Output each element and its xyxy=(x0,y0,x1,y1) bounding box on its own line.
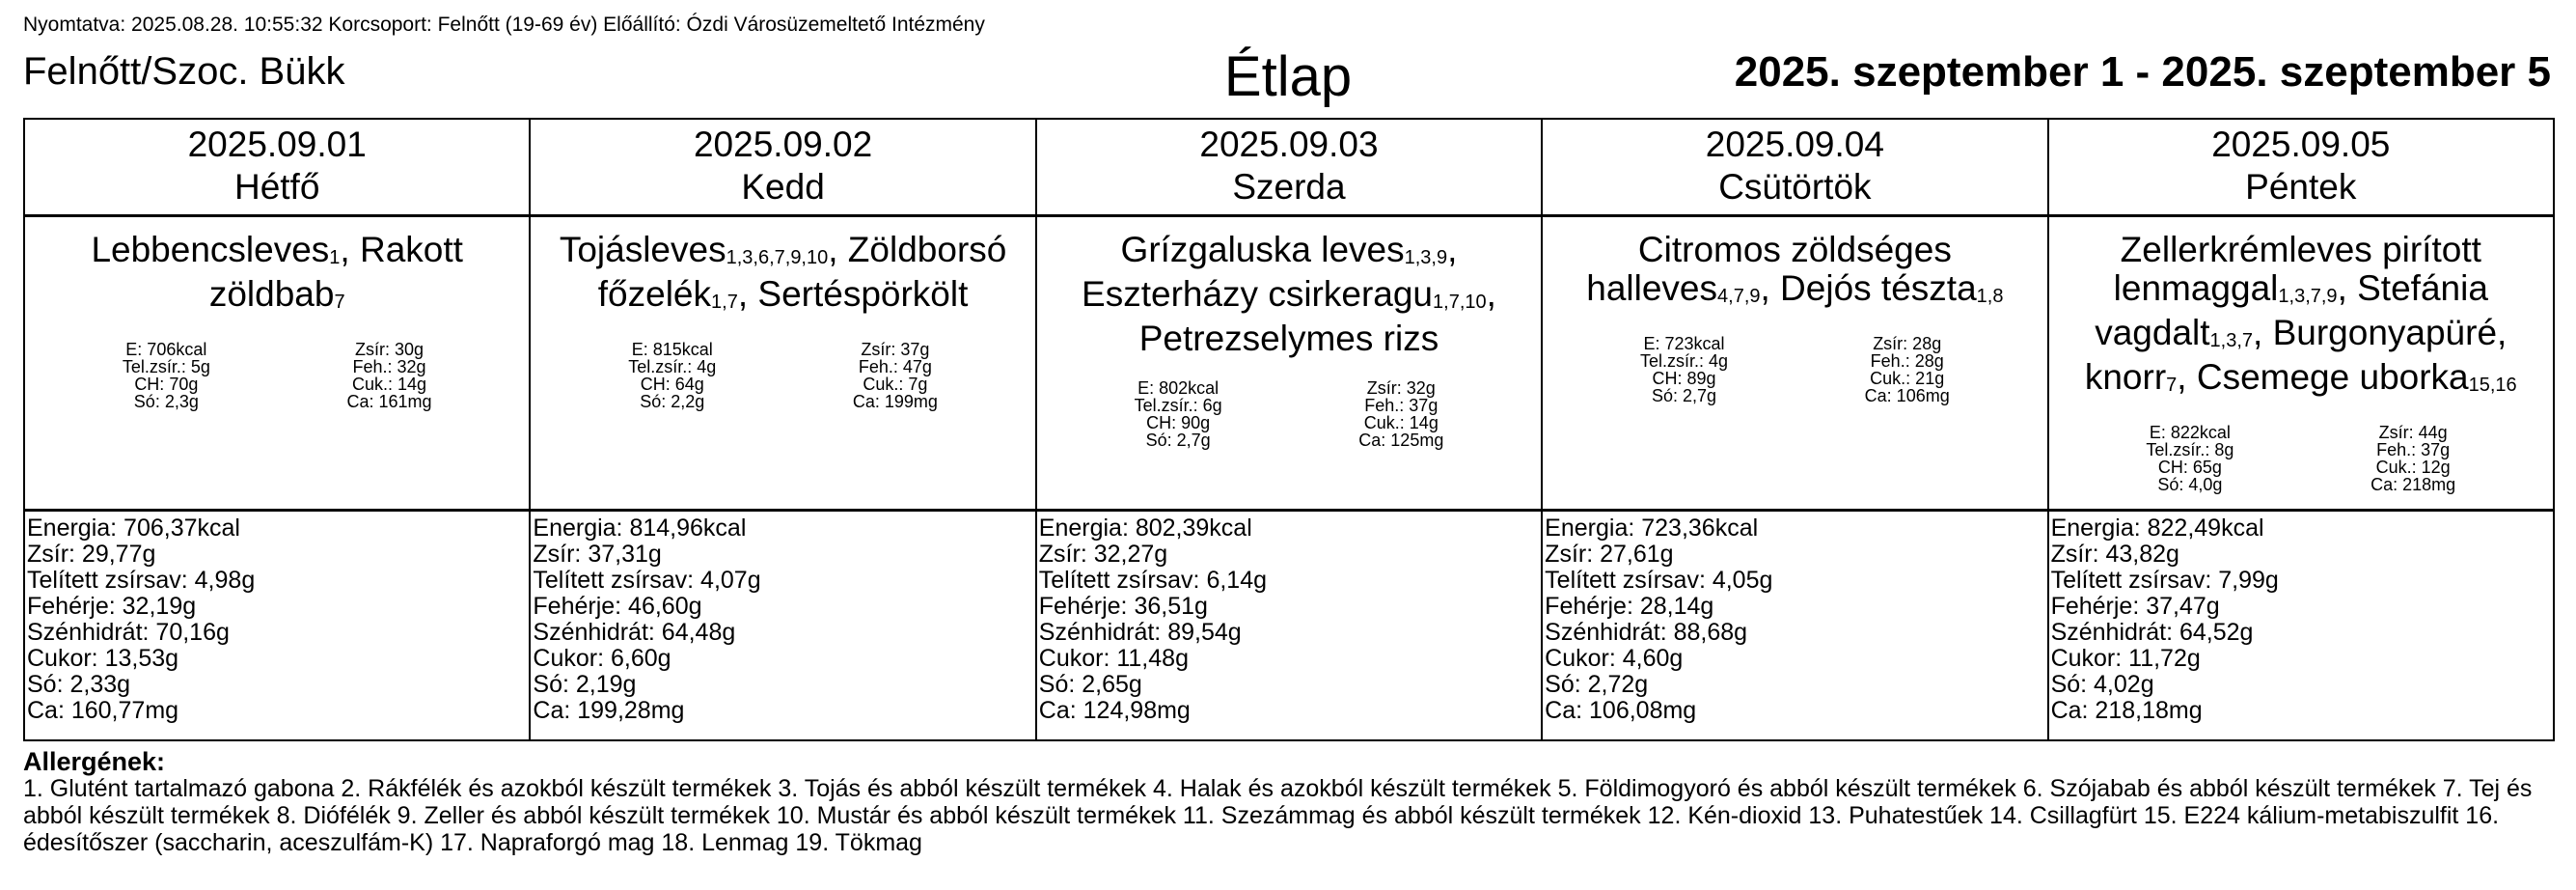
total-line: Szénhidrát: 70,16g xyxy=(27,619,230,646)
header-row xyxy=(24,119,2554,216)
dish-text: , Stefánia vagdalt xyxy=(2095,268,2488,352)
totals-cell xyxy=(1542,511,2047,741)
totals-row xyxy=(24,511,2554,741)
allergen-codes: 4,7,9 xyxy=(1717,286,1761,307)
total-line: Fehérje: 46,60g xyxy=(533,593,702,620)
day-weekday: Csütörtök xyxy=(1718,167,1872,207)
nutrition-left xyxy=(123,341,210,410)
total-line: Szénhidrát: 88,68g xyxy=(1545,619,1748,646)
total-line: Zsír: 29,77g xyxy=(27,541,156,568)
nutrition-value: Cuk.: 14g xyxy=(352,375,427,394)
nutrition-value: Ca: 199mg xyxy=(852,392,938,411)
nutrition-value: Zsír: 32g xyxy=(1366,378,1436,398)
nutrition-value: E: 723kcal xyxy=(1643,334,1725,353)
allergen-codes: 1,8 xyxy=(1976,286,2004,307)
nutrition-value: Cuk.: 14g xyxy=(1363,413,1439,432)
nutrition-value: CH: 65g xyxy=(2157,458,2222,477)
total-line: Zsír: 27,61g xyxy=(1545,541,1674,568)
total-line: Cukor: 11,48g xyxy=(1038,645,1189,672)
day-date: 2025.09.01 xyxy=(187,125,367,164)
nutrition-value: Tel.zsír.: 5g xyxy=(122,357,210,376)
dish-text: , Petrezselymes rizs xyxy=(1138,274,1496,358)
day-header xyxy=(530,119,1035,216)
nutrition-value: Zsír: 28g xyxy=(1873,334,1942,353)
date-range: 2025. szeptember 1 - 2025. szeptember 5 xyxy=(1734,48,2551,96)
total-line: Fehérje: 36,51g xyxy=(1038,593,1208,620)
total-line: Zsír: 37,31g xyxy=(533,541,662,568)
allergen-codes: 1,7 xyxy=(711,292,738,313)
day-weekday: Hétfő xyxy=(233,167,320,207)
nutrition-value: E: 815kcal xyxy=(631,340,713,359)
nutrition-value: Zsír: 37g xyxy=(861,340,930,359)
nutrition-summary xyxy=(2049,403,2553,493)
total-line: Cukor: 4,60g xyxy=(1545,645,1684,672)
dish-name xyxy=(1543,217,2046,314)
dish-text: , Rakott zöldbab xyxy=(208,230,463,314)
day-header xyxy=(1036,119,1542,216)
totals-cell xyxy=(2048,511,2554,741)
total-line: Ca: 199,28mg xyxy=(533,697,685,724)
meal-cell xyxy=(530,216,1035,511)
total-line: Ca: 160,77mg xyxy=(27,697,179,724)
total-line: Energia: 706,37kcal xyxy=(27,515,240,542)
dish-text: , Dejós tészta xyxy=(1760,268,1977,308)
nutrition-summary xyxy=(531,320,1034,410)
nutrition-summary xyxy=(1037,358,1541,449)
allergen-codes: 1,3,9 xyxy=(1404,247,1448,268)
dish-name xyxy=(531,217,1034,320)
day-date: 2025.09.03 xyxy=(1199,125,1379,164)
nutrition-value: Cuk.: 7g xyxy=(863,375,928,394)
group-label: Felnőtt/Szoc. Bükk xyxy=(23,50,345,93)
day-header xyxy=(2048,119,2554,216)
nutrition-value: E: 706kcal xyxy=(125,340,207,359)
nutrition-value: Cuk.: 12g xyxy=(2375,458,2451,477)
nutrition-summary xyxy=(25,320,529,410)
total-line: Energia: 822,49kcal xyxy=(2050,515,2264,542)
nutrition-right xyxy=(2370,424,2455,493)
total-line: Só: 2,65g xyxy=(1038,671,1142,698)
nutrition-right xyxy=(1865,335,1950,404)
allergens-text: 1. Glutént tartalmazó gabona 2. Rákfélék és azokból készült termékek 3. Tojás és abból készült termékek 4. Halak és azokból készült termékek 5. Földimogyoró és abból készült termékek 6. Szójabab és abból készült termékek 7. Tej és abból készült termékek 8. Diófélék 9. Zeller és abból készült termékek 10. Mustár és abból készült termékek 11. Szezámmag és abból készült termékek 12. Kén-dioxid 13. Puhatestűek 14. Csillagfürt 15. E224 kálium-metabiszulfit 16. édesítőszer (saccharin, aceszulfám-K) 17. Napraforgó mag 18. Lenmag 19. Tökmag xyxy=(23,775,2533,856)
total-line: Só: 2,33g xyxy=(27,671,131,698)
nutrition-right xyxy=(1358,379,1443,449)
nutrition-value: Cuk.: 21g xyxy=(1870,369,1945,388)
total-line: Fehérje: 37,47g xyxy=(2050,593,2220,620)
total-line: Telített zsírsav: 4,05g xyxy=(1545,567,1773,594)
total-line: Szénhidrát: 64,52g xyxy=(2050,619,2254,646)
dish-name xyxy=(25,217,529,320)
nutrition-value: Ca: 106mg xyxy=(1864,386,1950,405)
nutrition-value: Só: 2,7g xyxy=(1651,386,1717,405)
meal-row xyxy=(24,216,2554,511)
day-date: 2025.09.02 xyxy=(693,125,873,164)
total-line: Telített zsírsav: 6,14g xyxy=(1038,567,1267,594)
allergen-codes: 7 xyxy=(2166,375,2178,396)
allergen-codes: 1,3,7 xyxy=(2209,330,2254,351)
nutrition-value: E: 802kcal xyxy=(1137,378,1219,398)
allergens-title: Allergének: xyxy=(23,747,166,776)
allergen-codes: 7 xyxy=(334,292,345,313)
nutrition-value: CH: 64g xyxy=(640,375,704,394)
nutrition-value: Ca: 161mg xyxy=(346,392,432,411)
total-line: Telített zsírsav: 7,99g xyxy=(2050,567,2279,594)
nutrition-value: Zsír: 44g xyxy=(2378,423,2448,442)
total-line: Telített zsírsav: 4,98g xyxy=(27,567,256,594)
day-weekday: Péntek xyxy=(2245,167,2357,207)
nutrition-value: CH: 90g xyxy=(1146,413,1211,432)
nutrition-value: Tel.zsír.: 8g xyxy=(2146,440,2234,459)
nutrition-left xyxy=(1640,335,1728,404)
dish-text: Citromos zöldséges halleves xyxy=(1586,230,1952,308)
total-line: Fehérje: 28,14g xyxy=(1545,593,1714,620)
allergen-codes: 1 xyxy=(329,247,341,268)
meal-cell xyxy=(1542,216,2047,511)
dish-text: , Sertéspörkölt xyxy=(737,274,969,314)
total-line: Ca: 106,08mg xyxy=(1545,697,1697,724)
allergen-codes: 15,16 xyxy=(2468,375,2517,396)
total-line: Szénhidrát: 89,54g xyxy=(1038,619,1242,646)
nutrition-value: Só: 2,3g xyxy=(133,392,199,411)
nutrition-value: Ca: 218mg xyxy=(2370,475,2456,494)
meal-cell xyxy=(1036,216,1542,511)
nutrition-value: Só: 2,2g xyxy=(640,392,705,411)
nutrition-value: CH: 70g xyxy=(134,375,199,394)
menu-table xyxy=(23,118,2555,741)
meal-cell xyxy=(24,216,530,511)
day-header xyxy=(24,119,530,216)
nutrition-value: Feh.: 32g xyxy=(352,357,426,376)
dish-text: , Eszterházy csirkeragu xyxy=(1082,230,1458,314)
nutrition-left xyxy=(628,341,716,410)
nutrition-value: Tel.zsír.: 4g xyxy=(1639,351,1729,371)
dish-text: Tojásleves xyxy=(559,230,726,269)
total-line: Zsír: 32,27g xyxy=(1038,541,1168,568)
totals-cell xyxy=(1036,511,1542,741)
page-title: Étlap xyxy=(1223,45,1353,108)
dish-text: , Zöldborsó főzelék xyxy=(597,230,1007,314)
nutrition-value: CH: 89g xyxy=(1652,369,1716,388)
allergen-codes: 1,7,10 xyxy=(1433,292,1487,313)
total-line: Cukor: 6,60g xyxy=(533,645,671,672)
total-line: Só: 2,72g xyxy=(1545,671,1649,698)
nutrition-value: E: 822kcal xyxy=(2149,423,2231,442)
total-line: Szénhidrát: 64,48g xyxy=(533,619,736,646)
day-header xyxy=(1542,119,2047,216)
total-line: Energia: 723,36kcal xyxy=(1545,515,1759,542)
total-line: Cukor: 13,53g xyxy=(27,645,179,672)
nutrition-right xyxy=(347,341,432,410)
total-line: Só: 2,19g xyxy=(533,671,637,698)
nutrition-value: Ca: 125mg xyxy=(1358,431,1444,450)
allergen-codes: 1,3,7,9 xyxy=(2278,286,2338,307)
nutrition-left xyxy=(1135,379,1222,449)
dish-name xyxy=(1037,217,1541,358)
total-line: Cukor: 11,72g xyxy=(2050,645,2201,672)
total-line: Ca: 124,98mg xyxy=(1038,697,1191,724)
total-line: Ca: 218,18mg xyxy=(2050,697,2203,724)
total-line: Energia: 802,39kcal xyxy=(1038,515,1252,542)
dish-name xyxy=(2049,217,2553,403)
nutrition-value: Tel.zsír.: 6g xyxy=(1134,396,1222,415)
dish-text: Grízgaluska leves xyxy=(1120,230,1405,269)
dish-text: Lebbencsleves xyxy=(91,230,330,269)
nutrition-value: Feh.: 47g xyxy=(858,357,932,376)
nutrition-value: Só: 4,0g xyxy=(2157,475,2223,494)
total-line: Fehérje: 32,19g xyxy=(27,593,197,620)
nutrition-value: Zsír: 30g xyxy=(355,340,425,359)
total-line: Energia: 814,96kcal xyxy=(533,515,747,542)
totals-cell xyxy=(530,511,1035,741)
meal-cell xyxy=(2048,216,2554,511)
nutrition-value: Feh.: 28g xyxy=(1870,351,1944,371)
dish-text: , Csemege uborka xyxy=(2177,357,2469,397)
nutrition-value: Feh.: 37g xyxy=(2376,440,2451,459)
nutrition-value: Tel.zsír.: 4g xyxy=(628,357,717,376)
nutrition-value: Só: 2,7g xyxy=(1145,431,1211,450)
nutrition-right xyxy=(853,341,938,410)
nutrition-left xyxy=(2146,424,2233,493)
nutrition-summary xyxy=(1543,314,2046,404)
nutrition-value: Feh.: 37g xyxy=(1364,396,1439,415)
totals-cell xyxy=(24,511,530,741)
day-weekday: Szerda xyxy=(1232,167,1346,207)
dish-text: , Burgonyapüré, knorr xyxy=(2084,313,2507,397)
print-info: Nyomtatva: 2025.08.28. 10:55:32 Korcsoport: Felnőtt (19-69 év) Előállító: Ózdi Városüzemeltető Intézmény xyxy=(23,14,985,36)
day-date: 2025.09.05 xyxy=(2211,125,2391,164)
total-line: Zsír: 43,82g xyxy=(2050,541,2179,568)
allergen-codes: 1,3,6,7,9,10 xyxy=(726,247,829,268)
day-weekday: Kedd xyxy=(741,167,825,207)
dish-text: Zellerkrémleves pirított lenmaggal xyxy=(2113,230,2481,308)
total-line: Telített zsírsav: 4,07g xyxy=(533,567,761,594)
total-line: Só: 4,02g xyxy=(2050,671,2154,698)
day-date: 2025.09.04 xyxy=(1705,125,1884,164)
